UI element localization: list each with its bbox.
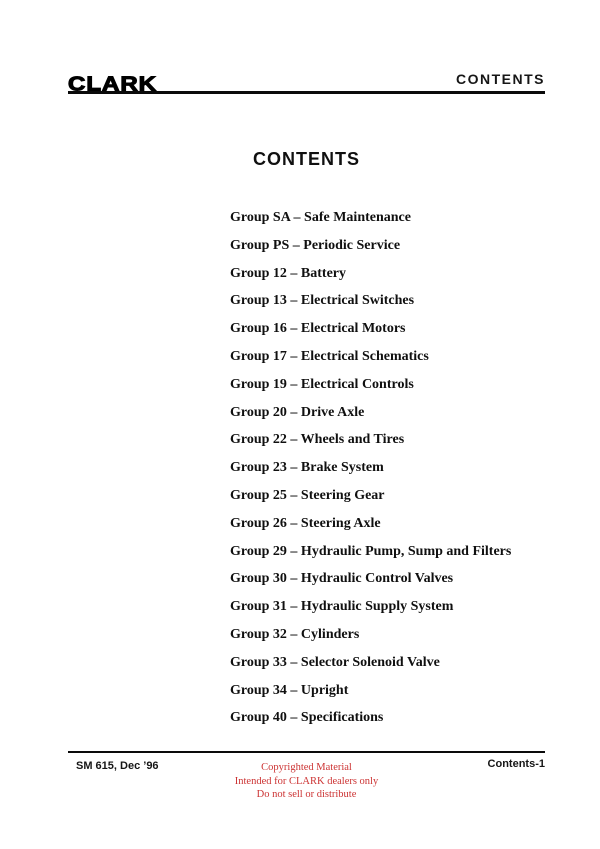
toc-item: Group 31 – Hydraulic Supply System: [230, 599, 454, 615]
toc-item: Group PS – Periodic Service: [230, 237, 401, 253]
toc-item: Group 20 – Drive Axle: [230, 404, 365, 420]
page-title: CONTENTS: [253, 149, 360, 169]
toc-item: Group SA – Safe Maintenance: [230, 210, 411, 225]
toc-item: Group 25 – Steering Gear: [230, 487, 385, 503]
notice-line: Copyrighted Material: [261, 762, 352, 773]
toc-item: Group 16 – Electrical Motors: [230, 321, 406, 337]
toc-item: Group 13 – Electrical Switches: [230, 293, 415, 309]
page-header: [68, 70, 545, 94]
toc-item: Group 32 – Cylinders: [230, 626, 360, 642]
page-footer: [68, 751, 545, 811]
clark-logo: CLARK: [68, 72, 157, 96]
toc-item: Group 26 – Steering Axle: [230, 515, 381, 531]
toc-item: Group 34 – Upright: [230, 682, 349, 698]
page-number: Contents-1: [487, 758, 545, 770]
toc-item: Group 30 – Hydraulic Control Valves: [230, 571, 454, 587]
toc-item: Group 19 – Electrical Controls: [230, 376, 414, 392]
toc-item: Group 17 – Electrical Schematics: [230, 348, 429, 364]
toc-item: Group 33 – Selector Solenoid Valve: [230, 654, 440, 670]
notice-line: Intended for CLARK dealers only: [234, 775, 379, 787]
manual-reference: SM 615, Dec ’96: [76, 760, 159, 772]
toc-item: Group 22 – Wheels and Tires: [230, 432, 405, 448]
toc-item: Group 40 – Specifications: [230, 710, 384, 726]
copyright-notice: [68, 761, 545, 802]
toc-item: Group 23 – Brake System: [230, 460, 384, 476]
toc-item: Group 29 – Hydraulic Pump, Sump and Filters: [230, 543, 512, 559]
notice-line: Do not sell or distribute: [256, 789, 357, 800]
header-section-label: CONTENTS: [456, 71, 545, 87]
toc-list: [230, 204, 511, 732]
toc-item: Group 12 – Battery: [230, 265, 347, 281]
